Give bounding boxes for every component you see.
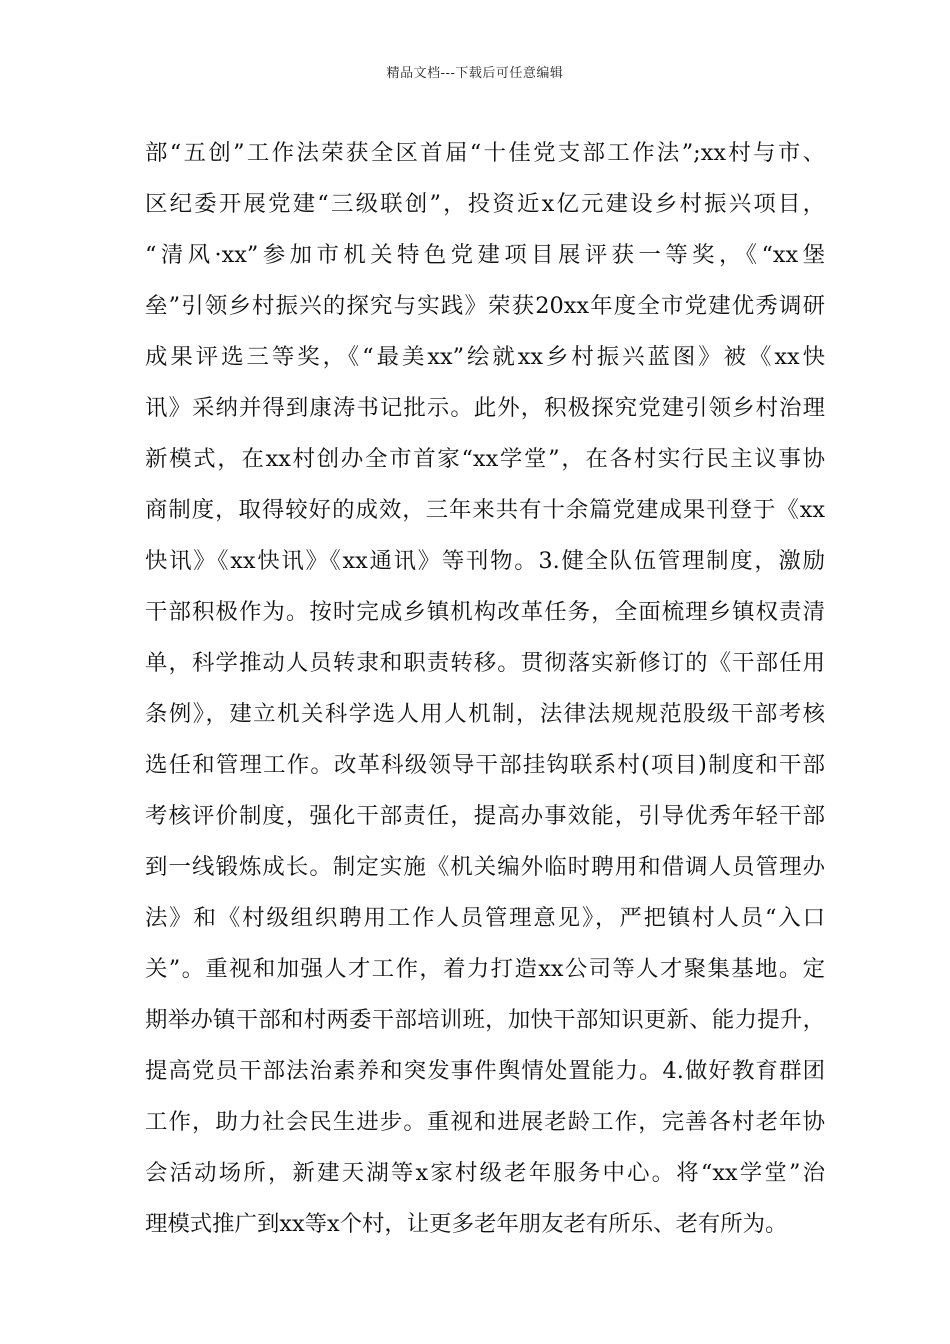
text-line: 部“五创”工作法荣获全区首届“十佳党支部工作法”;xx村与市、: [145, 140, 825, 166]
text-line: 条例》，建立机关科学选人用人机制，法律法规规范股级干部考核: [145, 701, 825, 727]
text-line: 成果评选三等奖，《“最美xx”绘就xx乡村振兴蓝图》被《xx快: [145, 344, 825, 370]
text-line: 法》和《村级组织聘用工作人员管理意见》，严把镇村人员“入口: [145, 905, 825, 931]
text-line: 会活动场所，新建天湖等x家村级老年服务中心。将“xx学堂”治: [145, 1160, 825, 1186]
text-line: “清风·xx”参加市机关特色党建项目展评获一等奖，《“xx堡: [145, 242, 825, 268]
text-line: 关”。重视和加强人才工作，着力打造xx公司等人才聚集基地。定: [145, 956, 825, 982]
text-line: 快讯》《xx快讯》《xx通讯》等刊物。3.健全队伍管理制度，激励: [145, 548, 825, 574]
text-line: 区纪委开展党建“三级联创”，投资近x亿元建设乡村振兴项目，: [145, 191, 825, 217]
text-line: 商制度，取得较好的成效，三年来共有十余篇党建成果刊登于《xx: [145, 497, 825, 523]
text-line: 选任和管理工作。改革科级领导干部挂钩联系村(项目)制度和干部: [145, 752, 825, 778]
text-line: 理模式推广到xx等x个村，让更多老年朋友老有所乐、老有所为。: [145, 1211, 788, 1237]
text-line: 到一线锻炼成长。制定实施《机关编外临时聘用和借调人员管理办: [145, 854, 825, 880]
text-line: 干部积极作为。按时完成乡镇机构改革任务，全面梳理乡镇权责清: [145, 599, 825, 625]
text-line: 期举办镇干部和村两委干部培训班，加快干部知识更新、能力提升，: [145, 1007, 825, 1033]
text-line: 考核评价制度，强化干部责任，提高办事效能，引导优秀年轻干部: [145, 803, 825, 829]
text-line: 垒”引领乡村振兴的探究与实践》荣获20xx年度全市党建优秀调研: [145, 293, 825, 319]
text-line: 提高党员干部法治素养和突发事件舆情处置能力。4.做好教育群团: [145, 1058, 825, 1084]
body-paragraph: [145, 128, 825, 1250]
text-line: 新模式，在xx村创办全市首家“xx学堂”，在各村实行民主议事协: [145, 446, 825, 472]
text-line: 讯》采纳并得到康涛书记批示。此外，积极探究党建引领乡村治理: [145, 395, 825, 421]
page-header: 精品文档---下载后可任意编辑: [386, 66, 564, 81]
text-line: 单，科学推动人员转隶和职责转移。贯彻落实新修订的《干部任用: [145, 650, 825, 676]
text-line: 工作，助力社会民生进步。重视和进展老龄工作，完善各村老年协: [145, 1109, 825, 1135]
